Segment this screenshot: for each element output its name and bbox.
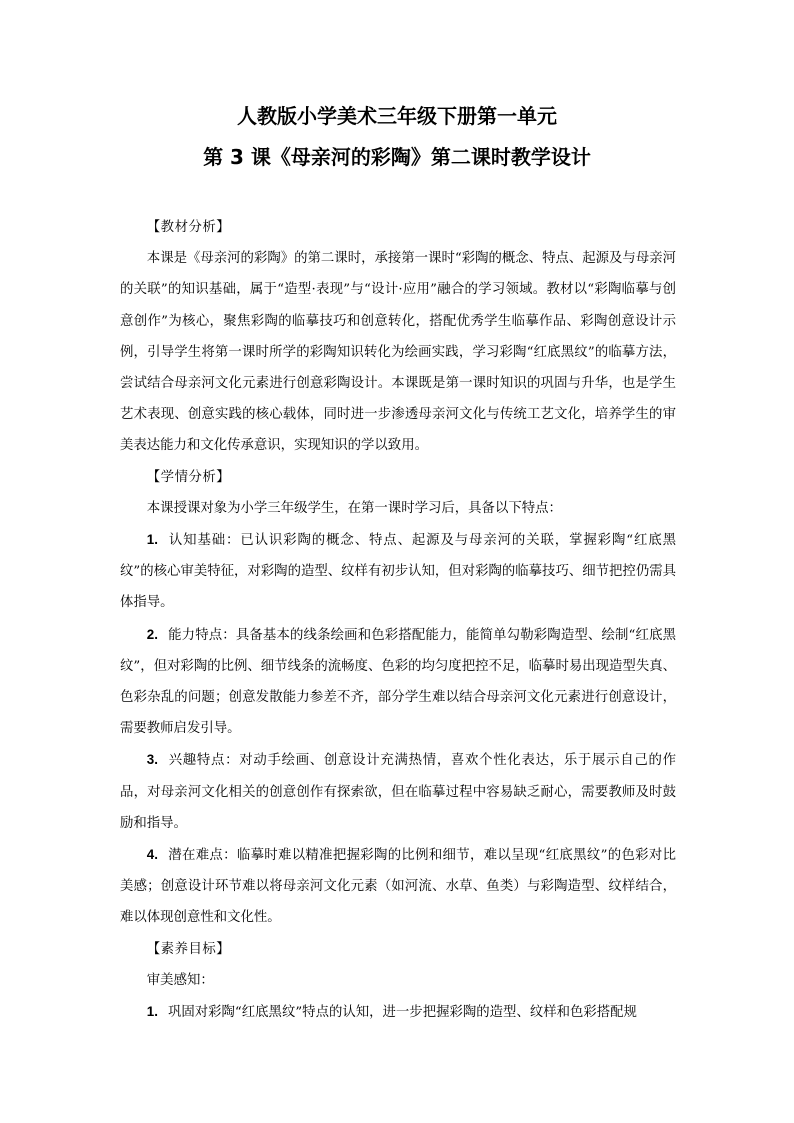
section-heading-literacy-goals: 【素养目标】 <box>146 941 231 957</box>
list-item-text: 兴趣特点：对动手绘画、创意设计充满热情，喜欢个性化表达，乐于展示自己的作品，对母亲河文化相关的创意创作有探索欲，但在临摹过程中容易缺乏耐心，需要教师及时鼓励和指导。 <box>120 753 676 831</box>
list-item-text: 潜在难点：临摹时难以精准把握彩陶的比例和细节，难以呈现“红底黑纹”的色彩对比美感；创意设计环节难以将母亲河文化元素（如河流、水草、鱼类）与彩陶造型、纹样结合，难以体现创意性和文化性。 <box>120 848 676 926</box>
list-item-interest <box>120 744 676 839</box>
list-item-difficulty <box>120 839 676 934</box>
document-title-line1: 人教版小学美术三年级下册第一单元 <box>237 104 557 128</box>
section-heading-student-analysis: 【学情分析】 <box>146 469 231 485</box>
list-item-text: 认知基础：已认识彩陶的概念、特点、起源及与母亲河的关联，掌握彩陶“红底黑纹”的核心审美特征，对彩陶的造型、纹样有初步认知，但对彩陶的临摹技巧、细节把控仍需具体指导。 <box>120 533 676 611</box>
list-item-number: 1. <box>146 532 158 548</box>
section-heading-textbook-analysis: 【教材分析】 <box>146 220 231 235</box>
list-item-number: 1. <box>146 1004 158 1020</box>
list-item-goal-1 <box>120 996 676 1028</box>
list-item-text: 巩固对彩陶“红底黑纹”特点的认知，进一步把握彩陶的造型、纹样和色彩搭配规 <box>167 1005 637 1021</box>
paragraph-textbook-analysis: 本课是《母亲河的彩陶》的第二课时，承接第一课时“彩陶的概念、特点、起源及与母亲河的关联”的知识基础，属于“造型·表现”与“设计·应用”融合的学习领域。教材以“彩陶临摹与创意创作”为核心，聚焦彩陶的临摹技巧和创意转化，搭配优秀学生临摹作品、彩陶创意设计示例，引导学生将第一课时所学的彩陶知识转化为绘画实践，学习彩陶“红底黑纹”的临摹方法，尝试结合母亲河文化元素进行创意彩陶设计。本课既是第一课时知识的巩固与升华，也是学生艺术表现、创意实践的核心载体，同时进一步渗透母亲河文化与传统工艺文化，培养学生的审美表达能力和文化传承意识，实现知识的学以致用。 <box>120 251 676 454</box>
list-item-text: 能力特点：具备基本的线条绘画和色彩搭配能力，能简单勾勒彩陶造型、绘制“红底黑纹”，但对彩陶的比例、细节线条的流畅度、色彩的均匀度把控不足，临摹时易出现造型失真、色彩杂乱的问题；创意发散能力参差不齐，部分学生难以结合母亲河文化元素进行创意设计，需要教师启发引导。 <box>120 627 676 737</box>
list-item-cognitive-basis <box>120 524 676 619</box>
subheading-aesthetic-perception: 审美感知： <box>146 972 214 988</box>
paragraph-student-intro: 本课授课对象为小学三年级学生，在第一课时学习后，具备以下特点： <box>146 500 562 516</box>
list-item-ability <box>120 619 676 745</box>
document-body <box>120 212 676 1028</box>
list-item-number: 4. <box>146 847 158 863</box>
document-title-line2: 第 3 课《母亲河的彩陶》第二课时教学设计 <box>203 145 591 169</box>
list-item-number: 3. <box>146 752 158 768</box>
list-item-number: 2. <box>146 626 158 642</box>
